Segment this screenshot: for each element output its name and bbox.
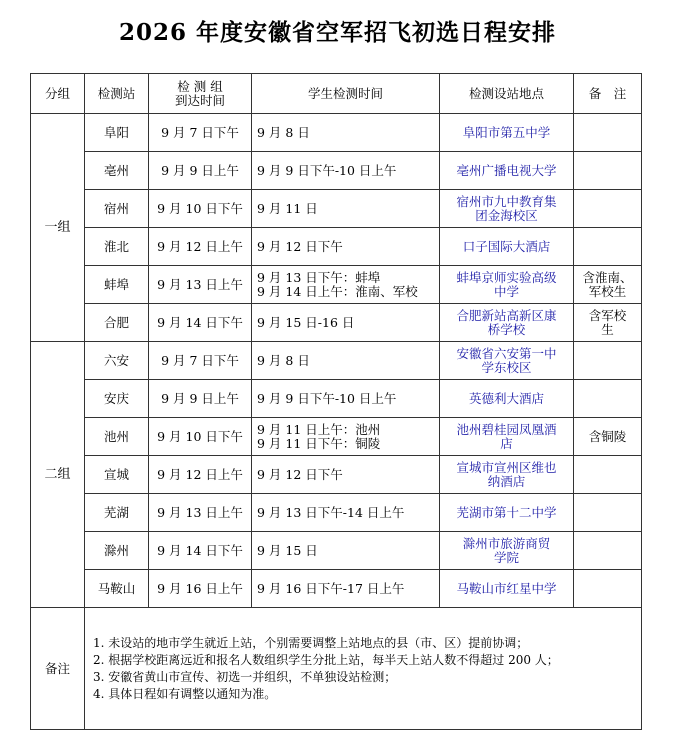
test-site-line: 池州碧桂园凤凰酒 — [456, 421, 557, 437]
arrive-time: 9 月 9 日上午 — [149, 152, 252, 190]
test-time-line: 9 月 12 日下午 — [257, 466, 343, 482]
test-site-line: 芜湖市第十二中学 — [456, 504, 557, 520]
test-time-line: 9 月 12 日下午 — [257, 238, 343, 254]
test-site — [440, 266, 574, 304]
remark — [574, 266, 642, 304]
table-row — [31, 304, 642, 342]
test-site — [440, 114, 574, 152]
test-site-line: 英德利大酒店 — [468, 390, 544, 406]
notes-label: 备注 — [31, 608, 85, 730]
station-name: 宿州 — [85, 190, 149, 228]
arrive-time: 9 月 12 日上午 — [149, 456, 252, 494]
station-name: 马鞍山 — [85, 570, 149, 608]
arrive-time: 9 月 14 日下午 — [149, 304, 252, 342]
test-site-line: 纳酒店 — [487, 473, 526, 489]
test-time — [252, 152, 440, 190]
test-site — [440, 494, 574, 532]
schedule-table — [30, 73, 642, 730]
station-name: 蚌埠 — [85, 266, 149, 304]
remark — [574, 494, 642, 532]
remark — [574, 152, 642, 190]
remark-line: 含铜陵 — [588, 428, 627, 444]
arrive-time: 9 月 13 日上午 — [149, 266, 252, 304]
test-site-line: 团金海校区 — [475, 207, 538, 223]
table-row — [31, 266, 642, 304]
test-site-line: 合肥新站高新区康 — [456, 307, 557, 323]
header-arrive-line2: 到达时间 — [174, 92, 225, 108]
remark — [574, 114, 642, 152]
remark-line: 含淮南、 — [582, 269, 633, 285]
header-arrive-line1: 检 测 组 — [177, 78, 223, 94]
test-time-line: 9 月 13 日下午-14 日上午 — [257, 504, 405, 520]
test-time-line: 9 月 16 日下午-17 日上午 — [257, 580, 405, 596]
remark — [574, 532, 642, 570]
test-site — [440, 418, 574, 456]
remark — [574, 304, 642, 342]
test-site-line: 宿州市九中教育集 — [456, 193, 557, 209]
header-group: 分组 — [31, 74, 85, 114]
test-time-line: 9 月 9 日下午-10 日上午 — [257, 390, 397, 406]
arrive-time: 9 月 10 日下午 — [149, 418, 252, 456]
test-site — [440, 380, 574, 418]
table-row — [31, 152, 642, 190]
test-site — [440, 532, 574, 570]
remark-line: 生 — [601, 321, 614, 337]
note-item: 4. 具体日程如有调整以通知为准。 — [93, 686, 277, 701]
station-name: 池州 — [85, 418, 149, 456]
station-name: 宣城 — [85, 456, 149, 494]
test-site — [440, 190, 574, 228]
station-name: 合肥 — [85, 304, 149, 342]
test-site-line: 口子国际大酒店 — [462, 238, 551, 254]
table-row — [31, 494, 642, 532]
test-time — [252, 532, 440, 570]
header-remark: 备 注 — [574, 74, 642, 114]
station-name: 淮北 — [85, 228, 149, 266]
arrive-time: 9 月 13 日上午 — [149, 494, 252, 532]
group-name: 一组 — [31, 114, 85, 342]
test-time — [252, 114, 440, 152]
test-site-line: 宣城市宣州区维也 — [456, 459, 557, 475]
test-site-line: 店 — [500, 435, 513, 451]
test-time — [252, 190, 440, 228]
test-time-line: 9 月 14 日上午：淮南、军校 — [257, 283, 418, 299]
test-site-line: 安徽省六安第一中 — [456, 345, 557, 361]
arrive-time: 9 月 16 日上午 — [149, 570, 252, 608]
table-row — [31, 532, 642, 570]
table-row — [31, 380, 642, 418]
test-site-line: 中学 — [493, 283, 519, 299]
note-item: 2. 根据学校距离远近和报名人数组织学生分批上站，每半天上站人数不得超过 200 人； — [93, 652, 559, 667]
test-time-line: 9 月 9 日下午-10 日上午 — [257, 162, 397, 178]
test-time-line: 9 月 11 日 — [257, 200, 318, 216]
arrive-time: 9 月 10 日下午 — [149, 190, 252, 228]
test-time-line: 9 月 8 日 — [257, 124, 310, 140]
test-time — [252, 266, 440, 304]
test-time-line: 9 月 15 日-16 日 — [257, 314, 355, 330]
page-title: 2026 年度安徽省空军招飞初选日程安排 — [118, 19, 557, 46]
test-site — [440, 342, 574, 380]
table-row — [31, 190, 642, 228]
header-arrive — [149, 74, 252, 114]
note-item: 1. 未设站的地市学生就近上站，个别需要调整上站地点的县（市、区）提前协调； — [93, 635, 529, 650]
remark — [574, 418, 642, 456]
arrive-time: 9 月 14 日下午 — [149, 532, 252, 570]
test-time-line: 9 月 11 日上午：池州 — [257, 421, 381, 437]
group-name: 二组 — [31, 342, 85, 608]
remark — [574, 228, 642, 266]
test-site — [440, 304, 574, 342]
notes-content — [85, 608, 642, 730]
header-station: 检测站 — [85, 74, 149, 114]
test-site — [440, 152, 574, 190]
test-time — [252, 418, 440, 456]
remark — [574, 190, 642, 228]
test-time — [252, 304, 440, 342]
test-time — [252, 228, 440, 266]
test-time-line: 9 月 13 日下午：蚌埠 — [257, 269, 381, 285]
test-time-line: 9 月 11 日下午：铜陵 — [257, 435, 381, 451]
arrive-time: 9 月 12 日上午 — [149, 228, 252, 266]
table-row — [31, 570, 642, 608]
test-site — [440, 570, 574, 608]
table-row — [31, 418, 642, 456]
arrive-time: 9 月 7 日下午 — [149, 114, 252, 152]
station-name: 安庆 — [85, 380, 149, 418]
header-row — [31, 74, 642, 114]
test-time — [252, 456, 440, 494]
station-name: 六安 — [85, 342, 149, 380]
table-row — [31, 114, 642, 152]
remark — [574, 342, 642, 380]
remark-line: 军校生 — [588, 283, 627, 299]
test-site-line: 蚌埠京师实验高级 — [456, 269, 557, 285]
test-site-line: 学东校区 — [481, 359, 532, 375]
table-row — [31, 456, 642, 494]
station-name: 阜阳 — [85, 114, 149, 152]
table-row — [31, 228, 642, 266]
test-site — [440, 228, 574, 266]
test-site-line: 亳州广播电视大学 — [456, 162, 557, 178]
test-site-line: 桥学校 — [487, 321, 526, 337]
test-site — [440, 456, 574, 494]
test-time-line: 9 月 15 日 — [257, 542, 318, 558]
test-time — [252, 380, 440, 418]
test-site-line: 学院 — [493, 549, 519, 565]
remark — [574, 570, 642, 608]
station-name: 芜湖 — [85, 494, 149, 532]
remark — [574, 456, 642, 494]
remark-line: 含军校 — [588, 307, 627, 323]
test-site-line: 滁州市旅游商贸 — [462, 535, 551, 551]
test-time — [252, 570, 440, 608]
station-name: 滁州 — [85, 532, 149, 570]
header-test-time: 学生检测时间 — [252, 74, 440, 114]
table-row — [31, 342, 642, 380]
test-time-line: 9 月 8 日 — [257, 352, 310, 368]
test-site-line: 马鞍山市红星中学 — [456, 580, 557, 596]
station-name: 亳州 — [85, 152, 149, 190]
notes-row — [31, 608, 642, 730]
test-time — [252, 342, 440, 380]
arrive-time: 9 月 9 日上午 — [149, 380, 252, 418]
remark — [574, 380, 642, 418]
test-time — [252, 494, 440, 532]
arrive-time: 9 月 7 日下午 — [149, 342, 252, 380]
header-site: 检测设站地点 — [440, 74, 574, 114]
test-site-line: 阜阳市第五中学 — [462, 124, 551, 140]
note-item: 3. 安徽省黄山市宣传、初选一并组织，不单独设站检测； — [93, 669, 397, 684]
